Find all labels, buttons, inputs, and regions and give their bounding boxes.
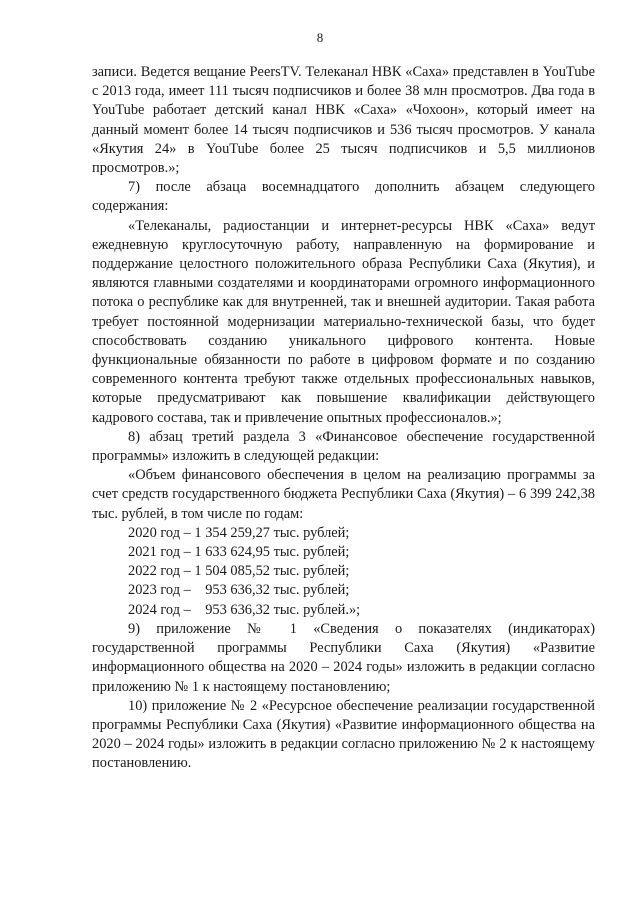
document-body (92, 63, 595, 774)
paragraph-item-7: 7) после абзаца восемнадцатого дополнить абзацем следующего содержания: (92, 179, 595, 215)
funding-year-2021: 2021 год – 1 633 624,95 тыс. рублей; (128, 544, 350, 561)
paragraph-quote-tv: «Телеканалы, радиостанции и интернет-ресурсы НВК «Саха» ведут ежедневную круглосуточную работу, направленную на формирование и поддержание целостного положительного образа Республики Саха (Якутия), и являются главными создателями и координаторами огромного информационного потока о республике как для внутренней, так и внешней аудитории. Такая работа требует постоянной модернизации материально-технической базы, что будет способствовать созданию уникального цифрового контента. Новые функциональные обязанности по работе в цифровом формате и по созданию современного контента требуют также отдельных профессиональных навыков, которые предусматривают как повышение квалификации действующего кадрового состава, так и привлечение опытных профессионалов.»; (92, 217, 595, 426)
paragraph-continued: записи. Ведется вещание PeersTV. Телеканал НВК «Саха» представлен в YouTube с 2013 года, имеет 111 тысяч подписчиков и более 38 млн просмотров. Два года в YouTube работает детский канал НВК «Саха» «Чохоон», который имеет на данный момент более 14 тысяч подписчиков и 536 тысяч просмотров. У канала «Якутия 24» в YouTube более 25 тысяч подписчиков и 5,5 миллионов просмотров.»; (92, 64, 595, 177)
funding-year-2022: 2022 год – 1 504 085,52 тыс. рублей; (128, 563, 350, 580)
page-number: 8 (316, 30, 324, 45)
funding-year-2024: 2024 год – 953 636,32 тыс. рублей.»; (128, 601, 361, 618)
paragraph-item-9: 9) приложение № 1 «Сведения о показателях (индикаторах) государственной программы Республики Саха (Якутия) «Развитие информационного общества на 2020 – 2024 годы» изложить в редакции согласно приложению № 1 к настоящему постановлению; (92, 620, 595, 695)
funding-year-2023: 2023 год – 953 636,32 тыс. рублей; (128, 582, 350, 599)
funding-year-2020: 2020 год – 1 354 259,27 тыс. рублей; (128, 524, 350, 541)
paragraph-item-10: 10) приложение № 2 «Ресурсное обеспечение реализации государственной программы Республики Саха (Якутия) «Развитие информационного общества на 2020 – 2024 годы» изложить в редакции согласно приложению № 2 к настоящему постановлению. (92, 697, 595, 772)
paragraph-funding: «Объем финансового обеспечения в целом на реализацию программы за счет средств государственного бюджета Республики Саха (Якутия) – 6 399 242,38 тыс. рублей, в том числе по годам: (92, 467, 595, 522)
paragraph-item-8: 8) абзац третий раздела 3 «Финансовое обеспечение государственной программы» изложить в следующей редакции: (92, 428, 595, 465)
